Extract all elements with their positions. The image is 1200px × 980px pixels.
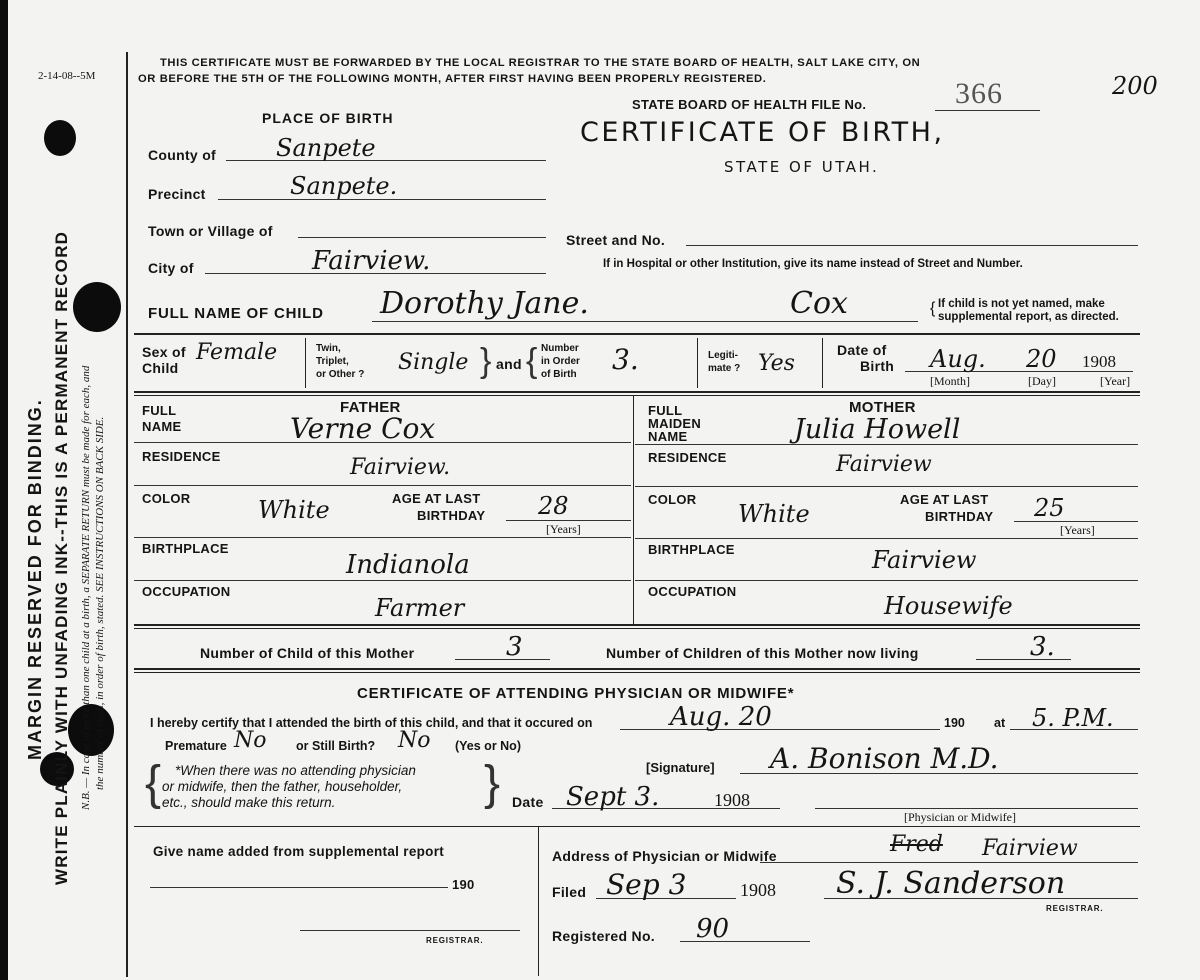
child-of-mother-value: 3 <box>506 632 523 662</box>
birth-time: 5. P.M. <box>1032 704 1114 732</box>
binding-text: WRITE PLAINLY WITH UNFADING INK--THIS IS A PERMANENT RECORD <box>52 230 71 885</box>
filed-label: Filed <box>552 884 587 900</box>
father-color-label: COLOR <box>142 491 191 506</box>
certify-date: Aug. 20 <box>670 702 772 732</box>
mother-occupation: Housewife <box>884 592 1013 620</box>
twin-brace: } <box>480 342 492 380</box>
legit-label-2: mate ? <box>708 363 741 374</box>
father-heading: FATHER <box>340 399 401 416</box>
street-line <box>686 245 1138 246</box>
parents-divider <box>633 396 634 624</box>
rule-2 <box>134 391 1140 393</box>
month-label: [Month] <box>930 374 970 388</box>
mother-age-label-1: AGE AT LAST <box>900 492 989 507</box>
father-row-line-2 <box>134 485 631 486</box>
legit-label-1: Legiti- <box>708 350 738 361</box>
child-first-name: Dorothy Jane. <box>380 286 589 321</box>
not-named-brace: { <box>930 300 936 317</box>
rule-3b <box>134 628 1140 629</box>
sex-value: Female <box>196 340 278 365</box>
file-number: 366 <box>955 77 1003 110</box>
certify-year-prefix: 190 <box>944 716 965 730</box>
father-color: White <box>258 496 330 524</box>
registrar-label: REGISTRAR. <box>1046 904 1104 913</box>
father-age-label-2: BIRTHDAY <box>417 508 486 523</box>
order-label-3: of Birth <box>541 369 577 380</box>
father-occupation-label: OCCUPATION <box>142 584 231 599</box>
supplemental-registrar-line <box>300 930 520 931</box>
mother-occupation-label: OCCUPATION <box>648 584 737 599</box>
living-value: 3. <box>1030 632 1055 662</box>
twin-label-3: or Other ? <box>316 369 365 380</box>
year-label: [Year] <box>1100 374 1131 388</box>
torn-edge <box>0 0 8 980</box>
date-label: Date <box>512 794 544 810</box>
premature-value: No <box>234 728 267 753</box>
father-occupation: Farmer <box>375 594 465 622</box>
father-residence-label: RESIDENCE <box>142 449 221 464</box>
rule-4 <box>134 668 1140 670</box>
address-line <box>760 862 1138 863</box>
mother-years-label: [Years] <box>1060 523 1095 537</box>
sex-label-1: Sex of <box>142 344 186 360</box>
birth-year: 1908 <box>1082 352 1116 371</box>
certificate-title: CERTIFICATE OF BIRTH, <box>580 117 945 148</box>
certify-text: I hereby certify that I attended the birth of this child, and that it occured on <box>150 716 593 730</box>
role-line <box>815 808 1138 809</box>
father-name: Verne Cox <box>290 412 436 445</box>
signed-year: 1908 <box>714 790 750 810</box>
child-name-line <box>372 321 918 322</box>
at-label: at <box>994 716 1006 730</box>
and-label: and <box>496 356 522 372</box>
registered-number: 90 <box>696 914 730 944</box>
order-brace: { <box>526 342 538 380</box>
note-brace-right: } <box>484 757 501 810</box>
mother-name-label: NAME <box>648 429 688 444</box>
physician-signature: A. Bonison M.D. <box>770 742 999 775</box>
city-label: City of <box>148 260 194 276</box>
supplemental-year-prefix: 190 <box>452 877 475 892</box>
rule-4b <box>134 672 1140 673</box>
mother-name: Julia Howell <box>794 414 961 445</box>
father-age-line <box>506 520 631 521</box>
county-line <box>226 160 546 161</box>
not-named-note-1: If child is not yet named, make <box>938 298 1105 310</box>
supplemental-line <box>150 887 448 888</box>
instruction-line-2: OR BEFORE THE 5TH OF THE FOLLOWING MONTH, AFTER FIRST HAVING BEEN PROPERLY REGISTERED. <box>138 73 767 85</box>
mother-row-line-1 <box>635 444 1138 445</box>
registrar-signature: S. J. Sanderson <box>836 866 1066 901</box>
role-label: [Physician or Midwife] <box>904 810 1016 824</box>
margin-reserved-text: MARGIN RESERVED FOR BINDING. <box>25 398 45 760</box>
mother-residence: Fairview <box>836 452 932 477</box>
not-named-note-2: supplemental report, as directed. <box>938 311 1119 323</box>
father-age-label-1: AGE AT LAST <box>392 491 481 506</box>
county-value: Sanpete <box>276 134 376 162</box>
street-label: Street and No. <box>566 232 666 248</box>
mother-residence-label: RESIDENCE <box>648 450 727 465</box>
father-residence: Fairview. <box>350 455 451 480</box>
order-label-1: Number <box>541 343 579 354</box>
stillbirth-label: or Still Birth? <box>296 739 376 753</box>
binding-hole-2 <box>73 282 121 332</box>
father-row-line-3 <box>134 537 631 538</box>
birth-month: Aug. <box>930 345 986 373</box>
address-struck: Fred <box>890 832 943 857</box>
date-of-birth-label-1: Date of <box>837 342 887 358</box>
mother-age-line <box>1014 521 1138 522</box>
sep-1 <box>305 338 306 388</box>
mother-color-label: COLOR <box>648 492 697 507</box>
signature-label: [Signature] <box>646 760 715 775</box>
twin-label-1: Twin, <box>316 343 341 354</box>
mother-heading: MOTHER <box>849 399 916 416</box>
twin-label-2: Triplet, <box>316 356 349 367</box>
birth-day: 20 <box>1026 345 1057 373</box>
note-brace-left: { <box>145 757 162 810</box>
bottom-divider <box>538 826 539 976</box>
certificate-subtitle: STATE OF UTAH. <box>724 158 880 176</box>
premature-label: Premature <box>165 739 227 753</box>
yes-no-label: (Yes or No) <box>455 739 521 753</box>
father-full-label: FULL <box>142 403 177 418</box>
sep-3 <box>822 338 823 388</box>
precinct-value: Sanpete. <box>290 172 398 200</box>
child-last-name: Cox <box>790 286 848 321</box>
father-birthplace-label: BIRTHPLACE <box>142 541 229 556</box>
form-left-rule <box>126 52 128 977</box>
rule-2b <box>134 395 1140 396</box>
filed-year: 1908 <box>740 880 776 900</box>
signed-date: Sept 3. <box>566 782 660 812</box>
father-name-label: NAME <box>142 419 182 434</box>
father-row-line-1 <box>134 442 631 443</box>
day-label: [Day] <box>1028 374 1056 388</box>
registered-label: Registered No. <box>552 928 655 944</box>
rule-3 <box>134 624 1140 626</box>
child-of-mother-label: Number of Child of this Mother <box>200 645 415 661</box>
living-line <box>976 659 1071 660</box>
mother-row-line-4 <box>635 580 1138 581</box>
supplemental-text: Give name added from supplemental report <box>153 844 445 859</box>
date-of-birth-label-2: Birth <box>860 358 895 374</box>
legit-value: Yes <box>758 351 795 376</box>
file-no-label: STATE BOARD OF HEALTH FILE No. <box>632 97 867 112</box>
form-code: 2-14-08--5M <box>38 70 96 82</box>
living-label: Number of Children of this Mother now living <box>606 645 919 661</box>
city-value: Fairview. <box>312 246 431 276</box>
place-of-birth-heading: PLACE OF BIRTH <box>262 110 394 126</box>
mother-color: White <box>738 500 810 528</box>
physician-note-2: or midwife, then the father, householder, <box>162 779 403 794</box>
filed-date: Sep 3 <box>606 868 687 901</box>
town-line <box>298 237 546 238</box>
father-row-line-4 <box>134 580 631 581</box>
physician-note-3: etc., should make this return. <box>162 795 336 810</box>
physician-address: Fairview <box>982 836 1078 861</box>
physician-heading: CERTIFICATE OF ATTENDING PHYSICIAN OR MIDWIFE* <box>357 685 795 702</box>
mother-birthplace: Fairview <box>872 546 977 574</box>
sex-label-2: Child <box>142 360 179 376</box>
sep-2 <box>697 338 698 388</box>
father-birthplace: Indianola <box>346 550 470 580</box>
nb-note-line1: N.B. — In case of more than one child at a birth, a SEPARATE RETURN must be made for each, and <box>80 365 92 810</box>
rule-5 <box>134 826 1140 827</box>
mother-maiden-label: MAIDEN <box>648 416 702 431</box>
mother-full-label: FULL <box>648 403 683 418</box>
mother-age: 25 <box>1034 494 1065 522</box>
instruction-line-1: THIS CERTIFICATE MUST BE FORWARDED BY THE LOCAL REGISTRAR TO THE STATE BOARD OF HEALTH, SALT LAKE CITY, ON <box>160 57 921 69</box>
father-age: 28 <box>538 492 569 520</box>
town-label: Town or Village of <box>148 223 273 239</box>
mother-birthplace-label: BIRTHPLACE <box>648 542 735 557</box>
mother-row-line-3 <box>635 538 1138 539</box>
supplemental-registrar-label: REGISTRAR. <box>426 936 484 945</box>
rule-1 <box>134 333 1140 335</box>
address-label: Address of Physician or Midwife <box>552 848 777 864</box>
father-years-label: [Years] <box>546 522 581 536</box>
child-name-label: FULL NAME OF CHILD <box>148 305 324 322</box>
county-label: County of <box>148 147 217 163</box>
corner-note: 200 <box>1112 72 1158 100</box>
precinct-label: Precinct <box>148 186 206 202</box>
stillbirth-value: No <box>398 728 431 753</box>
child-of-mother-line <box>455 659 550 660</box>
order-label-2: in Order <box>541 356 580 367</box>
mother-age-label-2: BIRTHDAY <box>925 509 994 524</box>
certify-date-line <box>620 729 940 730</box>
nb-note-line2: the number of each, in order of birth, stated. SEE INSTRUCTIONS ON BACK SIDE. <box>94 416 106 790</box>
twin-value: Single <box>398 350 469 375</box>
mother-row-line-2 <box>635 486 1138 487</box>
order-value: 3. <box>612 343 639 376</box>
physician-note-1: *When there was no attending physician <box>175 763 416 778</box>
hospital-note: If in Hospital or other Institution, give its name instead of Street and Number. <box>603 258 1023 270</box>
